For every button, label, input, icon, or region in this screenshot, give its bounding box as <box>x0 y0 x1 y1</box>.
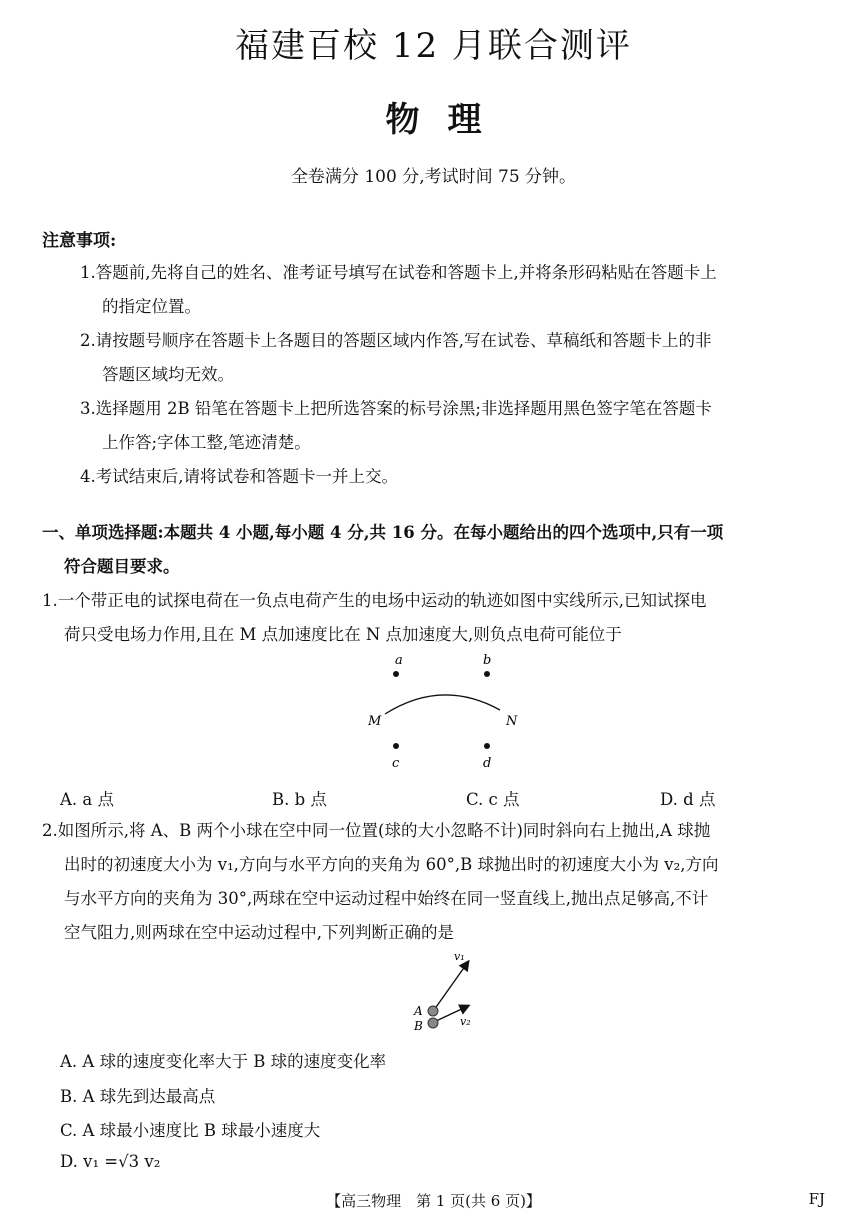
point-a <box>393 671 399 677</box>
exam-info: 全卷满分 100 分,考试时间 75 分钟。 <box>290 167 577 187</box>
q2-option-c: C. A 球最小速度比 B 球最小速度大 <box>60 1121 321 1140</box>
notice-item-line: 3.选择题用 2B 铅笔在答题卡上把所选答案的标号涂黑;非选择题用黑色签字笔在答题卡 <box>80 399 712 418</box>
notice-item-1 <box>80 256 830 324</box>
label-a: a <box>395 653 403 668</box>
trajectory-curve <box>385 695 500 714</box>
page-footer: 【高三物理 第 1 页(共 6 页)】 <box>326 1192 541 1210</box>
point-d <box>484 743 490 749</box>
q2-option-a: A. A 球的速度变化率大于 B 球的速度变化率 <box>60 1052 387 1071</box>
label-d: d <box>483 756 492 771</box>
notice-item-line: 的指定位置。 <box>102 297 201 316</box>
point-b <box>484 671 490 677</box>
footer-code: FJ <box>808 1190 825 1208</box>
label-v1: v₁ <box>454 950 465 963</box>
label-m: M <box>368 714 382 729</box>
notice-title: 注意事项: <box>42 231 117 251</box>
question-line: 出时的初速度大小为 v₁,方向与水平方向的夹角为 60°,B 球抛出时的初速度大小为 v₂,方向 <box>64 855 719 874</box>
ball-b <box>428 1018 438 1028</box>
notice-item-line: 1.答题前,先将自己的姓名、准考证号填写在试卷和答题卡上,并将条形码粘贴在答题卡上 <box>80 263 717 282</box>
label-b: b <box>483 653 492 668</box>
question-line: 与水平方向的夹角为 30°,两球在空中运动过程中始终在同一竖直线上,抛出点足够高,不计 <box>64 889 709 908</box>
q1-option-a: A. a 点 <box>60 790 114 809</box>
question-line: 荷只受电场力作用,且在 M 点加速度比在 N 点加速度大,则负点电荷可能位于 <box>64 625 622 644</box>
notice-item-2 <box>80 324 830 392</box>
label-c: c <box>392 756 400 771</box>
question-line: 空气阻力,则两球在空中运动过程中,下列判断正确的是 <box>64 923 454 942</box>
q2-option-d: D. v₁ =√3 v₂ <box>60 1152 161 1171</box>
q1-option-b: B. b 点 <box>272 790 327 809</box>
q2-figure <box>400 944 500 1039</box>
label-ball-b: B <box>414 1019 423 1033</box>
label-n: N <box>506 714 518 729</box>
exam-title: 福建百校 12 月联合测评 <box>235 26 632 66</box>
question-2 <box>42 814 832 950</box>
question-line: 2.如图所示,将 A、B 两个小球在空中同一位置(球的大小忽略不计)同时斜向右上抛出,A 球抛 <box>42 821 711 840</box>
notice-item-line: 2.请按题号顺序在答题卡上各题目的答题区域内作答,写在试卷、草稿纸和答题卡上的非 <box>80 331 712 350</box>
section-line: 一、单项选择题:本题共 4 小题,每小题 4 分,共 16 分。在每小题给出的四个选项中,只有一项 <box>42 523 724 542</box>
point-c <box>393 743 399 749</box>
notice-item-3 <box>80 392 830 460</box>
ball-a <box>428 1006 438 1016</box>
q2-option-b: B. A 球先到达最高点 <box>60 1087 216 1106</box>
arrow-v1 <box>434 962 468 1010</box>
q1-option-d: D. d 点 <box>660 790 716 809</box>
q1-option-c: C. c 点 <box>466 790 520 809</box>
question-line: 1.一个带正电的试探电荷在一负点电荷产生的电场中运动的轨迹如图中实线所示,已知试探电 <box>42 591 707 610</box>
subject-title: 物理 <box>385 100 510 140</box>
notice-item-line: 上作答;字体工整,笔迹清楚。 <box>102 433 311 452</box>
q1-figure <box>350 648 530 778</box>
label-ball-a: A <box>414 1004 423 1018</box>
question-1 <box>42 584 832 652</box>
notice-item-line: 答题区域均无效。 <box>102 365 234 384</box>
section-line: 符合题目要求。 <box>64 557 180 576</box>
notice-item-4 <box>80 460 830 494</box>
notice-item-line: 4.考试结束后,请将试卷和答题卡一并上交。 <box>80 467 398 486</box>
label-v2: v₂ <box>460 1015 471 1028</box>
section-heading <box>42 516 832 584</box>
